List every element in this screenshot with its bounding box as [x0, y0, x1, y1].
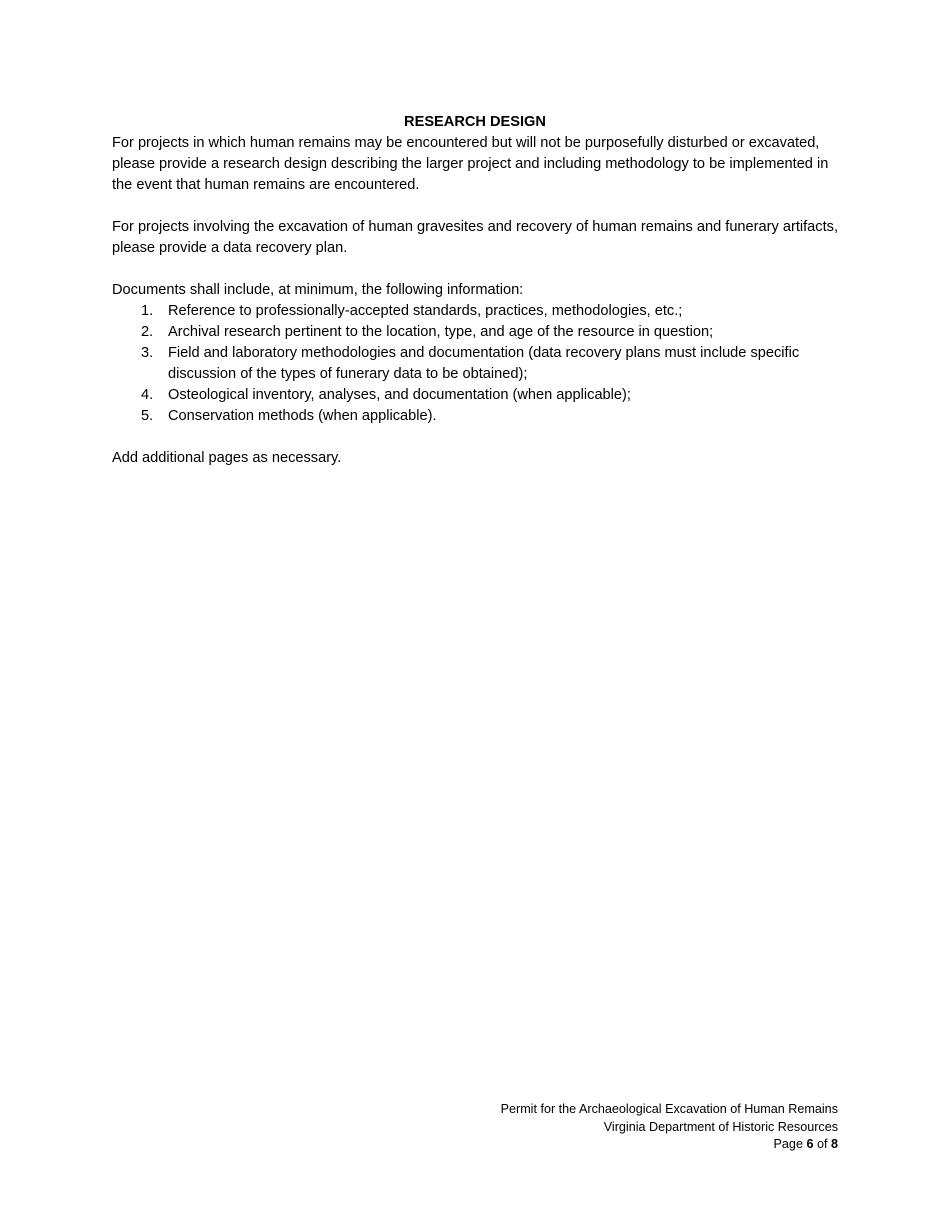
list-intro: Documents shall include, at minimum, the following information: [112, 282, 524, 298]
footer-agency: Virginia Department of Historic Resources [603, 1119, 838, 1134]
list-item-number: 5. [141, 408, 154, 424]
list-item-number: 3. [141, 345, 154, 361]
list-item [112, 385, 838, 406]
list-item-number: 2. [141, 324, 154, 340]
footer-document-title: Permit for the Archaeological Excavation of Human Remains [500, 1102, 838, 1116]
list-item [112, 322, 838, 343]
list-item-number: 4. [141, 387, 154, 403]
requirements-list [112, 301, 838, 427]
list-item-text: Reference to professionally-accepted standards, practices, methodologies, etc.; [168, 303, 683, 319]
list-item [112, 301, 838, 322]
paragraph-data-recovery: For projects involving the excavation of human gravesites and recovery of human remains and funerary artifacts, please provide a data recovery plan. [112, 219, 838, 256]
footer-page-number [501, 1136, 838, 1154]
list-item [112, 406, 838, 427]
list-item-text: Archival research pertinent to the location, type, and age of the resource in question; [168, 324, 714, 340]
closing-note: Add additional pages as necessary. [112, 450, 342, 466]
page-footer [501, 1101, 838, 1154]
page-total: 8 [830, 1137, 838, 1151]
page-of: of [816, 1137, 828, 1151]
list-item-text: Conservation methods (when applicable). [168, 408, 437, 424]
page-word: Page [773, 1137, 803, 1151]
list-item-text: Osteological inventory, analyses, and documentation (when applicable); [168, 387, 631, 403]
list-item-text: Field and laboratory methodologies and documentation (data recovery plans must include specific discussion of the types of funerary data to be obtained); [168, 345, 800, 382]
paragraph-research-design: For projects in which human remains may be encountered but will not be purposefully disturbed or excavated, please provide a research design describing the larger project and including methodology to be implemented in the event that human remains are encountered. [112, 135, 829, 193]
list-item-number: 1. [141, 303, 154, 319]
page-content [112, 112, 838, 490]
page-current: 6 [806, 1137, 814, 1151]
list-item [112, 343, 838, 385]
section-heading: RESEARCH DESIGN [404, 114, 546, 130]
